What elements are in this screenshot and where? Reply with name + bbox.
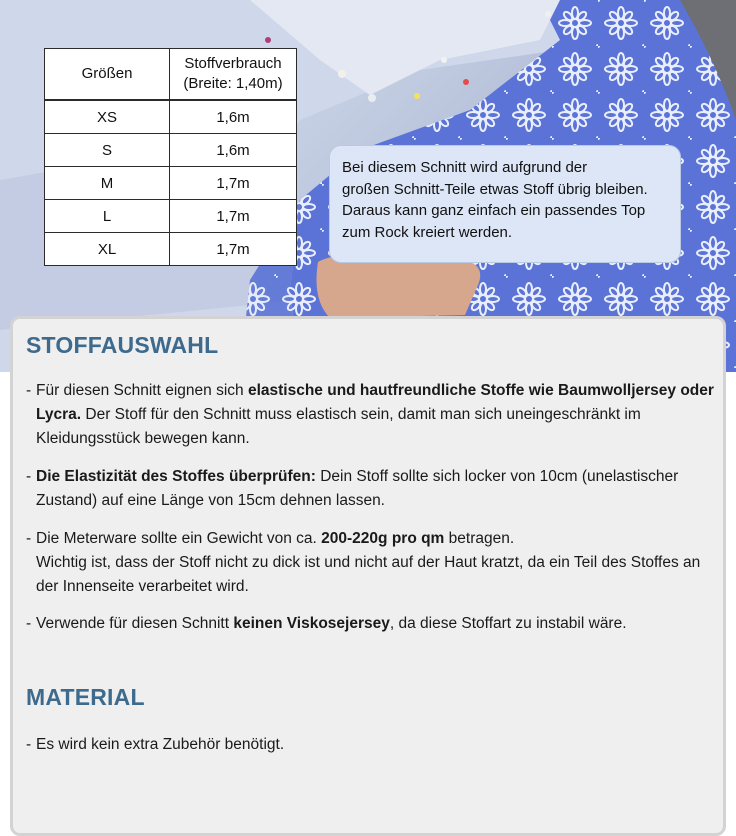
table-row	[45, 100, 297, 134]
list-dash: -	[26, 615, 32, 632]
amount-cell: 1,6m	[170, 134, 297, 167]
text-run: Der Stoff für den Schnitt muss elastisch sein, damit man sich uneingeschränkt im Kleidungsstück bewegen kann.	[36, 406, 641, 447]
list-item-text	[36, 465, 716, 513]
list-item	[26, 733, 716, 757]
content-card	[10, 316, 726, 836]
table-row	[45, 233, 297, 266]
text-run: Für diesen Schnitt eignen sich	[36, 382, 248, 399]
table-row	[45, 200, 297, 233]
list-item-text: Es wird kein extra Zubehör benötigt.	[36, 736, 285, 753]
text-run: Dein Stoff sollte sich locker von 10cm (unelastischer Zustand) auf eine Länge von 15cm dehnen lassen.	[36, 468, 679, 509]
list-item	[26, 465, 716, 513]
text-run: Verwende für diesen Schnitt	[36, 615, 234, 632]
amount-cell: 1,7m	[170, 233, 297, 266]
header-fabric-consumption	[170, 49, 297, 101]
list-item-text	[36, 379, 716, 451]
size-cell: M	[45, 167, 170, 200]
section-heading-material: MATERIAL	[26, 684, 145, 710]
fabric-consumption-table	[44, 48, 297, 266]
list-item	[26, 527, 716, 599]
list-item	[26, 612, 716, 636]
header-fabric-line1: Stoffverbrauch	[184, 55, 282, 72]
bold-text: 200-220g pro qm	[321, 530, 445, 547]
leftover-fabric-note: Bei diesem Schnitt wird aufgrund der großen Schnitt-Teile etwas Stoff übrig bleiben. Daraus kann ganz einfach ein passendes Top zum Rock kreiert werden.	[329, 145, 681, 263]
text-run: Die Meterware sollte ein Gewicht von ca.	[36, 530, 322, 547]
text-run: betragen.	[444, 530, 515, 547]
table-row	[45, 134, 297, 167]
header-fabric-line2: (Breite: 1,40m)	[183, 75, 283, 92]
bold-text: elastische und hautfreundliche Stoffe wie Baumwolljersey oder Lycra.	[36, 382, 714, 423]
list-item-text	[36, 612, 716, 636]
size-cell: XS	[45, 100, 170, 134]
size-cell: S	[45, 134, 170, 167]
list-dash: -	[26, 530, 32, 547]
table-header-row	[45, 49, 297, 101]
list-dash: -	[26, 382, 32, 399]
text-run: , da diese Stoffart zu instabil wäre.	[389, 615, 627, 632]
list-item	[26, 379, 716, 451]
amount-cell: 1,6m	[170, 100, 297, 134]
list-dash: -	[26, 736, 32, 753]
size-cell: XL	[45, 233, 170, 266]
header-size: Größen	[45, 49, 170, 101]
section-heading-fabric: STOFFAUSWAHL	[26, 332, 219, 358]
bold-text: keinen Viskosejersey	[233, 615, 390, 632]
text-run: Wichtig ist, dass der Stoff nicht zu dick ist und nicht auf der Haut kratzt, da ein Teil des Stoffes an der Innenseite verarbeitet wird.	[36, 554, 701, 595]
table-row	[45, 167, 297, 200]
amount-cell: 1,7m	[170, 167, 297, 200]
bold-text: Die Elastizität des Stoffes überprüfen:	[36, 468, 316, 485]
size-cell: L	[45, 200, 170, 233]
amount-cell: 1,7m	[170, 200, 297, 233]
list-dash: -	[26, 468, 32, 485]
list-item-text	[36, 527, 716, 599]
